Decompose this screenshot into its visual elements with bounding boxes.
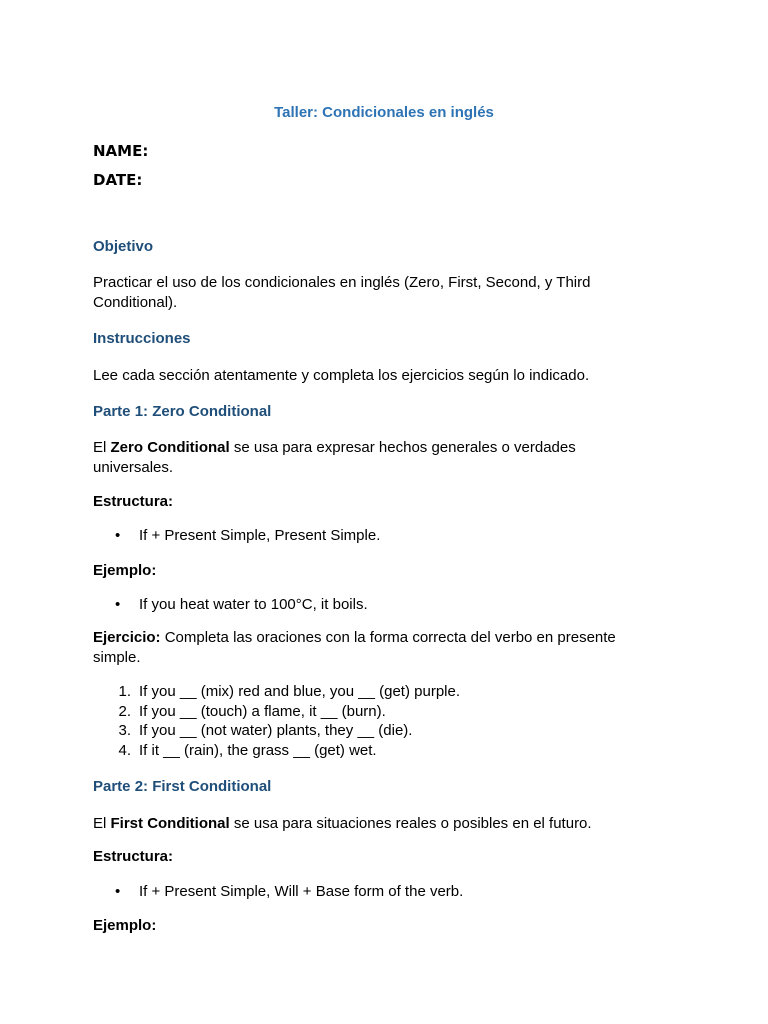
list-item-number: 2. (118, 702, 131, 720)
list-item-text: If you __ (touch) a flame, it __ (burn). (139, 702, 386, 720)
objetivo-text: Practicar el uso de los condicionales en inglés (Zero, First, Second, y Third Conditional). (93, 274, 591, 311)
parte2-estructura-label: Estructura: (93, 848, 174, 865)
parte1-exercise-list (113, 682, 673, 760)
parte1-intro (93, 438, 653, 478)
parte1-intro-suffix: se usa para expresar hechos generales o verdades universales. (93, 439, 576, 476)
parte1-ejercicio-label: Ejercicio: (93, 629, 161, 646)
parte1-heading: Parte 1: Zero Conditional (93, 403, 272, 420)
list-item (113, 721, 673, 741)
parte1-intro-term: Zero Conditional (110, 439, 230, 456)
bullet-icon: • (115, 527, 121, 544)
parte2-ejemplo-label: Ejemplo: (93, 917, 157, 934)
list-item-text: If you __ (not water) plants, they __ (die). (139, 722, 413, 739)
list-item (113, 702, 673, 722)
list-item (113, 741, 673, 761)
document-title: Taller: Condicionales en inglés (274, 104, 494, 121)
date-field-label: DATE: (93, 171, 143, 189)
instrucciones-text: Lee cada sección atentamente y completa los ejercicios según lo indicado. (93, 367, 590, 384)
bullet-icon: • (115, 596, 121, 613)
list-item-text: If you __ (mix) red and blue, you __ (get) purple. (139, 683, 461, 700)
parte1-intro-prefix: El (93, 439, 111, 456)
list-item-text: If + Present Simple, Will + Base form of the verb. (139, 883, 464, 900)
list-item-text: If you heat water to 100°C, it boils. (139, 596, 368, 613)
name-field-label: NAME: (93, 142, 149, 160)
list-item-text: If it __ (rain), the grass __ (get) wet. (139, 741, 377, 759)
parte2-heading: Parte 2: First Conditional (93, 778, 272, 795)
parte2-intro (93, 814, 653, 834)
parte1-ejemplo-label: Ejemplo: (93, 562, 157, 579)
parte1-ejercicio-text: Completa las oraciones con la forma correcta del verbo en presente simple. (93, 629, 616, 666)
parte2-intro-prefix: El (93, 815, 111, 832)
parte2-intro-suffix: se usa para situaciones reales o posibles en el futuro. (229, 815, 592, 832)
list-item-text: If + Present Simple, Present Simple. (139, 527, 381, 544)
list-item (113, 682, 673, 702)
list-item-number: 4. (118, 741, 131, 759)
parte1-estructura-label: Estructura: (93, 493, 174, 510)
instrucciones-heading: Instrucciones (93, 330, 191, 347)
list-item-number: 1. (118, 683, 131, 700)
parte2-intro-term: First Conditional (110, 815, 230, 832)
list-item-number: 3. (118, 722, 131, 739)
parte1-ejercicio (93, 628, 653, 668)
bullet-icon: • (115, 883, 121, 900)
objetivo-heading: Objetivo (93, 238, 154, 255)
